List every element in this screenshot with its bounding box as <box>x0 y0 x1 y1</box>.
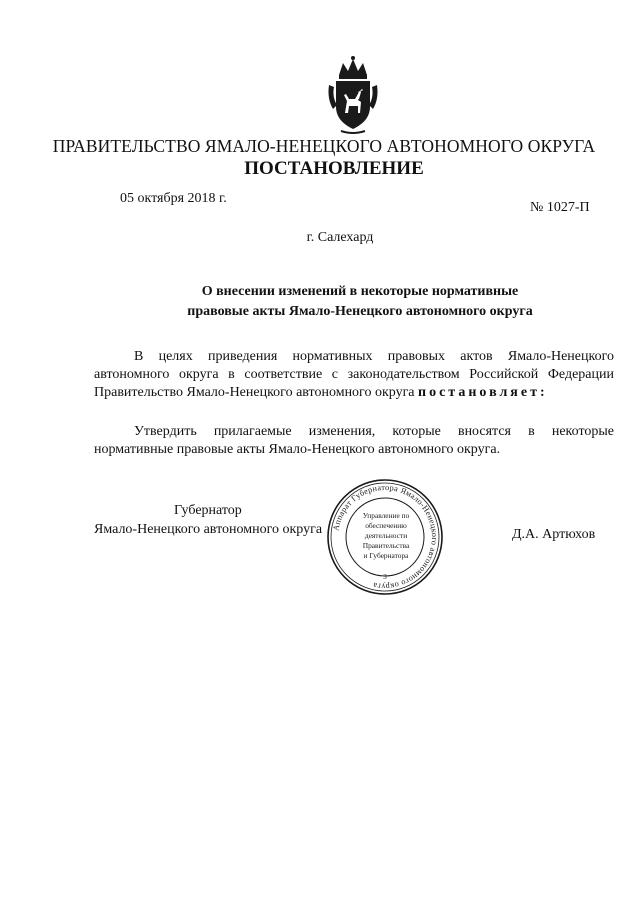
coat-of-arms-icon <box>325 55 381 135</box>
stamp-center-line-3: деятельности <box>364 531 408 540</box>
body-paragraph-1 <box>94 348 614 402</box>
signatory-position-line-2: Ямало-Ненецкого автономного округа <box>94 522 323 537</box>
stamp-center-line-5: и Губернатора <box>363 551 409 560</box>
resolution-keyword: постановляет: <box>418 385 548 400</box>
official-stamp-icon <box>326 478 444 596</box>
document-type-title: ПОСТАНОВЛЕНИЕ <box>244 158 424 179</box>
stamp-center-line-4: Правительства <box>362 541 410 550</box>
stamp-center-line-1: Управление по <box>362 511 410 520</box>
stamp-ring-text: Аппарат Губернатора Ямало-Ненецкого автономного округа <box>331 482 440 592</box>
subject-line-1: О внесении изменений в некоторые нормативные <box>201 284 519 299</box>
document-subject <box>120 282 600 322</box>
paragraph-1-text: В целях приведения нормативных правовых актов Ямало-Ненецкого автономного округа в соответствие с законодательством Российской Федерации Правительство Ямало-Ненецкого автономного округа <box>94 349 614 400</box>
document-date: 05 октября 2018 г. <box>120 191 227 206</box>
stamp-center-line-2: обеспечению <box>365 521 407 530</box>
government-title: ПРАВИТЕЛЬСТВО ЯМАЛО-НЕНЕЦКОГО АВТОНОМНОГО ОКРУГА <box>52 136 596 156</box>
document-city: г. Салехард <box>306 230 374 245</box>
signatory-name: Д.А. Артюхов <box>512 527 596 542</box>
subject-line-2: правовые акты Ямало-Ненецкого автономного округа <box>187 304 533 319</box>
signatory-position-line-1: Губернатор <box>174 503 242 518</box>
stamp-bottom-mark: 3 <box>383 573 387 581</box>
body-paragraph-2: Утвердить прилагаемые изменения, которые вносятся в некоторые нормативные правовые акты Ямало-Ненецкого автономного округа. <box>94 424 614 457</box>
document-number: № 1027-П <box>530 200 590 215</box>
